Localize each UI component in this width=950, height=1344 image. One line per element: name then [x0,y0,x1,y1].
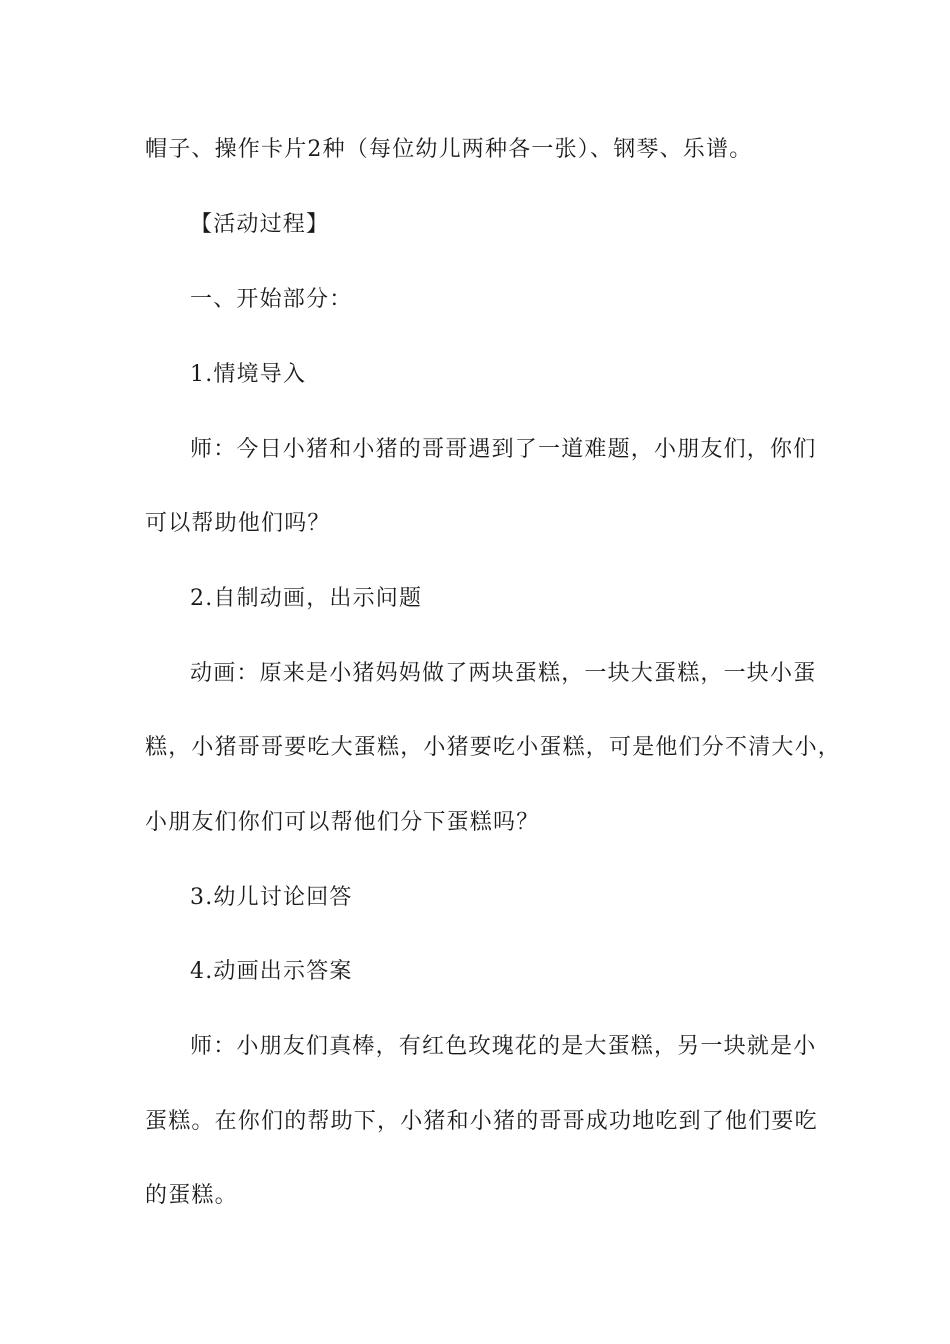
part-heading-start: 一、开始部分： [190,287,353,312]
section-heading-activity-process: 【活动过程】 [190,212,330,237]
paragraph-line: 可以帮助他们吗？ [145,511,331,536]
paragraph-line: 师：今日小猪和小猪的哥哥遇到了一道难题，小朋友们，你们 [190,437,817,462]
paragraph-line: 糕，小猪哥哥要吃大蛋糕，小猪要吃小蛋糕，可是他们分不清大小， [145,735,842,760]
paragraph-line: 小朋友们你们可以帮他们分下蛋糕吗？ [145,810,540,835]
step-heading-2: 2.自制动画，出示问题 [190,586,423,611]
materials-line: 帽子、操作卡片2种（每位幼儿两种各一张）、钢琴、乐谱。 [145,137,753,162]
paragraph-line: 蛋糕。在你们的帮助下，小猪和小猪的哥哥成功地吃到了他们要吃 [145,1109,818,1134]
paragraph-line: 师：小朋友们真棒，有红色玫瑰花的是大蛋糕，另一块就是小 [190,1034,817,1059]
step-heading-4: 4.动画出示答案 [190,959,353,984]
step-heading-3: 3.幼儿讨论回答 [190,885,353,910]
paragraph-line: 的蛋糕。 [145,1183,238,1208]
paragraph-line: 动画：原来是小猪妈妈做了两块蛋糕，一块大蛋糕，一块小蛋 [190,661,817,686]
step-heading-1: 1.情境导入 [190,362,307,387]
